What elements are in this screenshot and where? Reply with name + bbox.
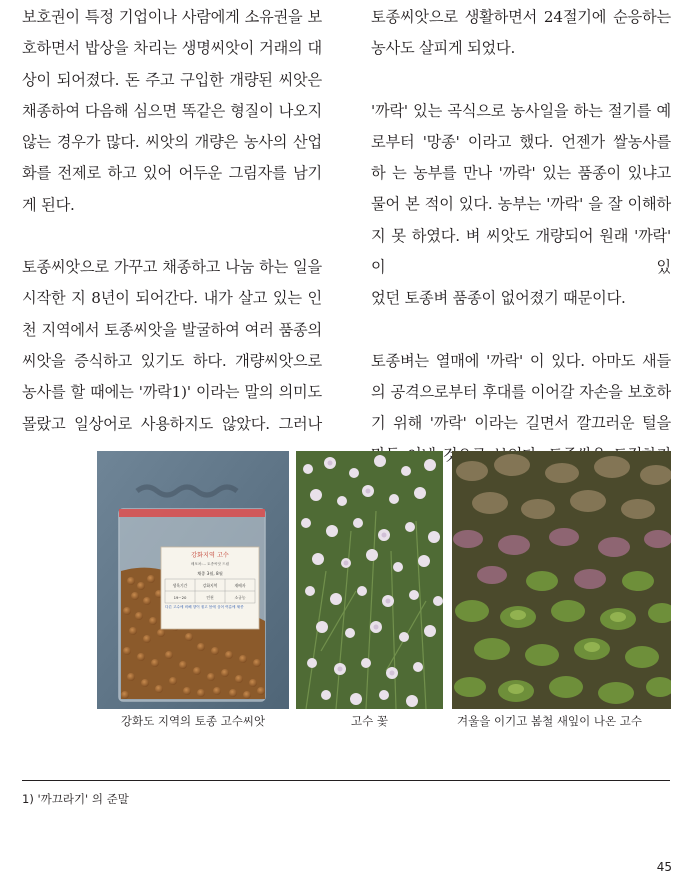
right-para-1: 토종씨앗으로 생활하면서 24절기에 순응하는 농사도 살피게 되었다. xyxy=(371,8,671,58)
right-para-3: 토종벼는 열매에 '까락' 이 있다. 아마도 새들의 공격으로부터 후대를 이어갈 자손을 보호하기 위해 '까락' 이라는 길면서 깔끄러운 털을 xyxy=(371,351,671,433)
right-column xyxy=(371,2,671,502)
seed-label-subtitle: 배포처:... 토종씨앗 드림 xyxy=(190,562,230,566)
caption-seed-bag: 강화도 지역의 토종 고수씨앗 xyxy=(120,714,266,728)
seed-label-cell: 인천 xyxy=(206,595,214,600)
page-number: 45 xyxy=(656,860,672,874)
seed-bag-photo xyxy=(97,451,289,709)
coriander-flower-photo xyxy=(296,451,443,709)
footnote-divider xyxy=(22,780,670,781)
seed-label-cell: 강화지역 xyxy=(202,583,218,588)
seed-label-row: 채종 3월, 8월 xyxy=(197,571,223,576)
seed-label-cell: 소규농 xyxy=(234,595,246,600)
coriander-sprout-photo xyxy=(452,451,671,709)
photo-strip xyxy=(97,451,671,709)
footnote: 1) '까끄라기' 의 준말 xyxy=(22,792,129,806)
right-para-2: '까락' 있는 곡식으로 농사일을 하는 절기를 예 로부터 '망종' 이라고 했다. 언젠가 쌀농사를 하 는 농부를 만나 '까락' 있는 품종이 있냐고 물어 본 적이 있다. 농부는 '까락' 을 잘 이해하지 못 하였다. 벼 씨앗도 개량되어 원래 '까락' 이 있 었던 토종벼 품종이 없어졌기 때문이다. xyxy=(371,101,671,308)
caption-sprout: 겨울을 이기고 봄철 새잎이 나온 고수 xyxy=(457,714,642,728)
seed-label-cell: 재배자 xyxy=(234,583,246,588)
left-column xyxy=(22,2,322,440)
seed-label-note: 다른 고수에 비해 향이 짙고 봄에 심어 여름에 채종 xyxy=(165,605,244,609)
seed-label-title: 강화지역 고수 xyxy=(191,552,229,559)
seed-label-cell: 19~20 xyxy=(173,595,187,600)
left-para-1: 보호권이 특정 기업이나 사람에게 소유권을 보 호하면서 밥상을 차리는 생명씨앗이 거래의 대 상이 되어졌다. 돈 주고 구입한 개량된 씨앗은 채종하여 다음해 심으면 똑같은 형질이 나오지 않는 경우가 많다. 씨앗의 개량은 농사의 산업 화를 전제로 하고 있어 어두운 그림자를 남기 게 된다. xyxy=(22,8,322,214)
caption-flower: 고수 꽃 xyxy=(351,714,388,728)
seed-label-cell: 생육기간 xyxy=(172,583,188,588)
left-para-2: 토종씨앗으로 가꾸고 채종하고 나눔 하는 일을 시작한 지 8년이 되어간다. 내가 살고 있는 인 천 지역에서 토종씨앗을 발굴하여 여러 품종의 씨앗을 증식하고 있기도 하다. 개량씨앗으로 농사를 할 때에는 '까락1)' 이라는 말의 의미도 몰랐고 일상어로 사용하지도 않았다. 그러나 xyxy=(22,258,322,433)
